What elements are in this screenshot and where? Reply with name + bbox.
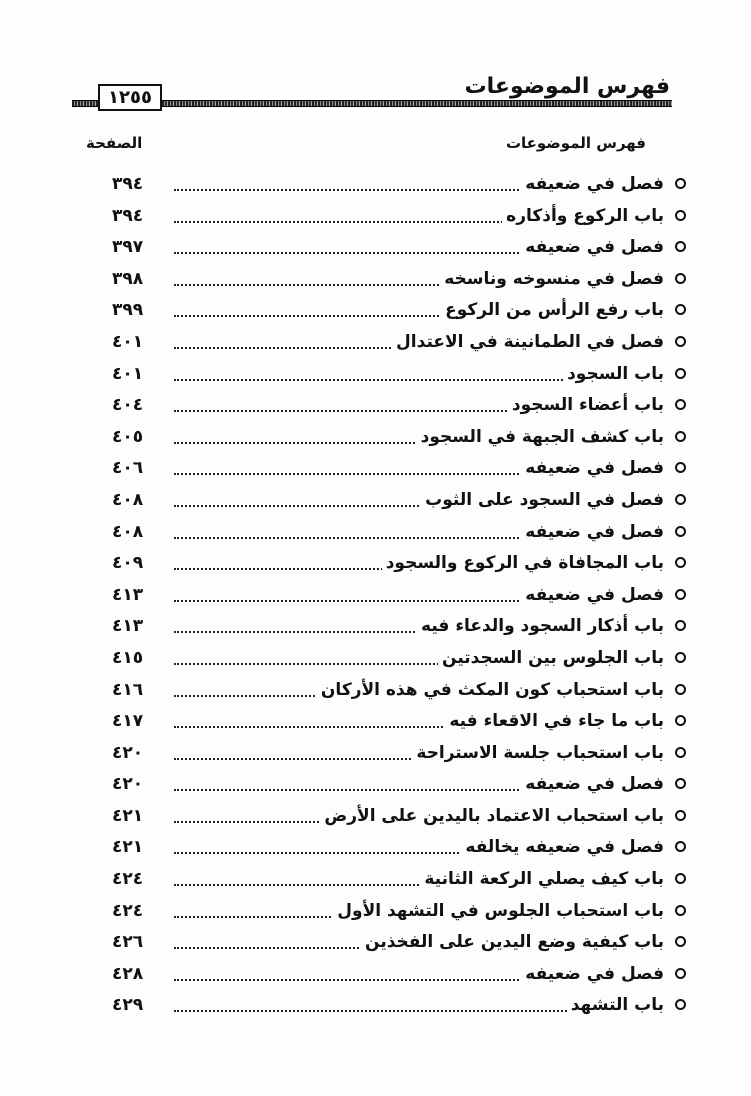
toc-entry[interactable] [86,329,686,361]
entry-title: فصل في ضعيفه [521,171,664,197]
entry-page: ٤٠٦ [112,458,144,479]
entry-page: ٣٩٤ [112,205,144,226]
entry-page: ٣٩٨ [112,268,144,289]
toc-entry[interactable] [86,361,686,393]
toc-entry[interactable] [86,550,686,582]
entry-title: فصل في الطمانينة في الاعتدال [392,329,664,355]
toc-entry[interactable] [86,392,686,424]
toc-entry[interactable] [86,487,686,519]
column-headers [86,134,646,158]
entry-title: باب الجلوس بين السجدتين [438,645,664,671]
entry-title: باب الركوع وأذكاره [502,203,664,229]
toc-entry[interactable] [86,297,686,329]
toc-entry[interactable] [86,834,686,866]
page-column-heading: الصفحة [86,134,143,152]
circle-bullet-icon [675,526,686,537]
entry-page: ٤٠٩ [112,553,144,574]
entry-title: فصل في منسوخه وناسخه [440,266,664,292]
toc-entry[interactable] [86,645,686,677]
entry-page: ٤٢٦ [112,932,144,953]
entry-title: باب استحباب كون المكث في هذه الأركان [317,677,664,703]
circle-bullet-icon [675,810,686,821]
entry-page: ٣٩٤ [112,174,144,194]
entry-title: باب كيف يصلي الركعة الثانية [420,866,664,892]
entry-page: ٤٢٤ [112,869,144,890]
toc-entry[interactable] [86,266,686,298]
toc-entry[interactable] [86,898,686,930]
entry-page: ٤٠٨ [112,489,144,510]
toc-entry[interactable] [86,929,686,961]
circle-bullet-icon [675,210,686,221]
toc-entry[interactable] [86,708,686,740]
entry-page: ٤٢٩ [112,995,144,1016]
entry-title: باب أذكار السجود والدعاء فيه [417,613,664,639]
toc-entry[interactable] [86,961,686,993]
entry-title: فصل في ضعيفه [521,455,664,481]
circle-bullet-icon [675,336,686,347]
circle-bullet-icon [675,747,686,758]
entry-page: ٤١٣ [112,584,144,605]
circle-bullet-icon [675,557,686,568]
toc-entry[interactable] [86,519,686,551]
entry-page: ٤٢٠ [112,742,144,763]
circle-bullet-icon [675,368,686,379]
entry-title: باب استحباب جلسة الاستراحة [412,740,664,766]
entry-page: ٣٩٩ [112,300,144,321]
entry-page: ٤١٥ [112,647,144,668]
circle-bullet-icon [675,778,686,789]
circle-bullet-icon [675,241,686,252]
entry-title: باب استحباب الجلوس في التشهد الأول [333,898,664,924]
toc-entry[interactable] [86,803,686,835]
entry-title: باب السجود [563,361,664,387]
entry-title: باب التشهد [567,992,664,1018]
entry-page: ٤٢١ [112,805,144,826]
entry-title: باب ما جاء في الاقعاء فيه [445,708,664,734]
entry-page: ٤٠٨ [112,521,144,542]
entry-page: ٤٢١ [112,837,144,858]
entry-title: باب كيفية وضع اليدين على الفخذين [361,929,664,955]
toc-entry[interactable] [86,771,686,803]
circle-bullet-icon [675,873,686,884]
toc-entry[interactable] [86,424,686,456]
circle-bullet-icon [675,905,686,916]
toc-entry[interactable] [86,234,686,266]
entry-page: ٤٠١ [112,331,144,352]
entry-page: ٣٩٧ [112,237,144,258]
entry-page: ٤٢٠ [112,774,144,795]
toc-entry[interactable] [86,455,686,487]
toc-entry[interactable] [86,171,686,203]
entry-title: فصل في ضعيفه [521,771,664,797]
circle-bullet-icon [675,589,686,600]
entry-title: باب المجافاة في الركوع والسجود [382,550,664,576]
circle-bullet-icon [675,178,686,189]
circle-bullet-icon [675,620,686,631]
entry-title: فصل في السجود على الثوب [421,487,664,513]
toc-entry[interactable] [86,992,686,1024]
page-number: ١٢٥٥ [98,84,162,111]
entry-title: فصل في ضعيفه [521,582,664,608]
circle-bullet-icon [675,999,686,1010]
circle-bullet-icon [675,494,686,505]
entry-title: فصل في ضعيفه [521,519,664,545]
circle-bullet-icon [675,936,686,947]
circle-bullet-icon [675,684,686,695]
entry-page: ٤١٧ [112,711,144,732]
circle-bullet-icon [675,399,686,410]
toc-entry[interactable] [86,740,686,772]
toc-entry[interactable] [86,582,686,614]
circle-bullet-icon [675,431,686,442]
entry-title: باب أعضاء السجود [508,392,664,418]
entry-title: باب رفع الرأس من الركوع [441,297,664,323]
entry-title: باب كشف الجبهة في السجود [417,424,664,450]
running-title: فهرس الموضوعات [464,74,670,99]
circle-bullet-icon [675,968,686,979]
toc-entry[interactable] [86,203,686,235]
entry-title: باب استحباب الاعتماد باليدين على الأرض [320,803,664,829]
circle-bullet-icon [675,652,686,663]
circle-bullet-icon [675,462,686,473]
entry-title: فصل في ضعيفه [521,961,664,987]
table-of-contents [86,171,686,1024]
circle-bullet-icon [675,273,686,284]
entry-page: ٤١٦ [112,679,144,700]
entry-page: ٤٢٤ [112,900,144,921]
entry-title: فصل في ضعيفه [521,234,664,260]
header-rule [72,100,672,107]
circle-bullet-icon [675,841,686,852]
toc-entry[interactable] [86,677,686,709]
circle-bullet-icon [675,304,686,315]
circle-bullet-icon [675,715,686,726]
page-header [72,70,672,110]
entry-page: ٤٠١ [112,363,144,384]
toc-entry[interactable] [86,613,686,645]
topics-column-heading: فهرس الموضوعات [505,134,646,152]
entry-page: ٤٠٥ [112,426,144,447]
entry-page: ٤٠٤ [112,395,144,416]
entry-title: فصل في ضعيفه يخالفه [461,834,664,860]
toc-entry[interactable] [86,866,686,898]
entry-page: ٤١٣ [112,616,144,637]
entry-page: ٤٢٨ [112,963,144,984]
